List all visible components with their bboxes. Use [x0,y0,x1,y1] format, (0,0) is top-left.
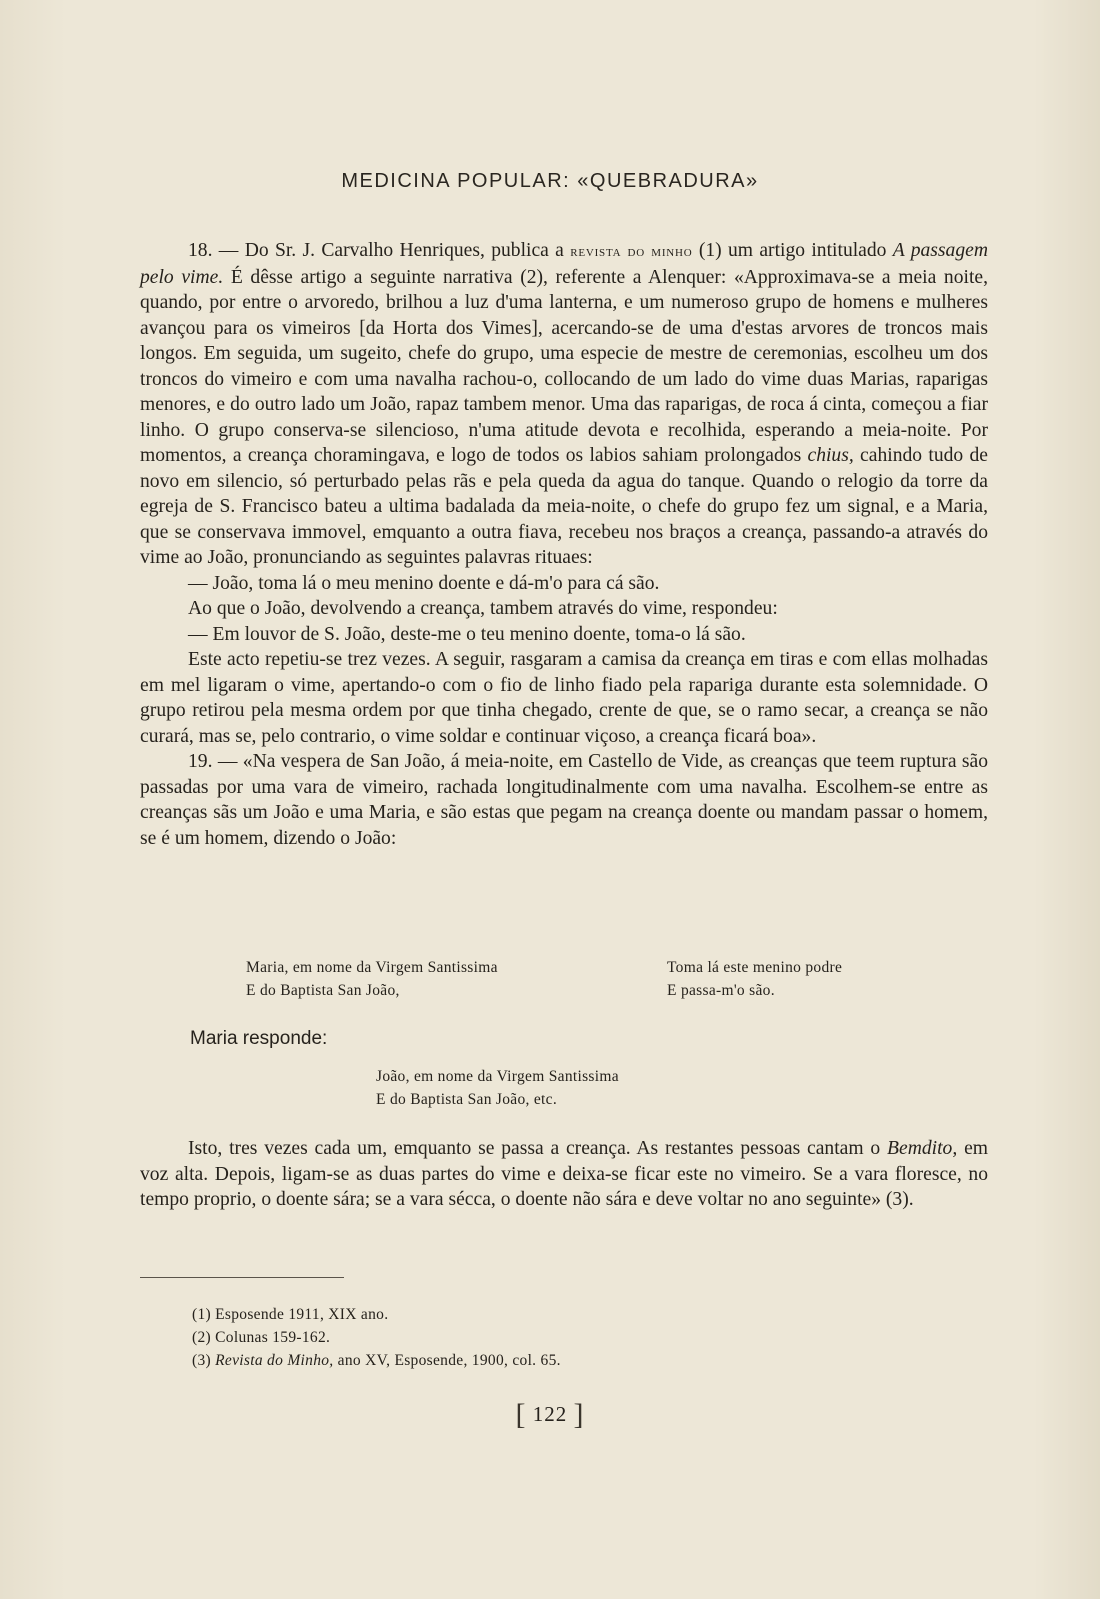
response-label: Maria responde: [190,1028,328,1049]
chius-word: chius, [807,445,854,466]
bemdito-word: Bemdito, [887,1138,958,1159]
page-title: MEDICINA POPULAR: «QUEBRADURA» [341,170,759,192]
response-verse [376,1065,619,1111]
verse-line: João, em nome da Virgem Santissima [376,1068,619,1085]
verse-line: Maria, em nome da Virgem Santissima [246,959,498,976]
journal-name: revista do minho [570,243,693,260]
paragraph-18: 18. — Do Sr. J. Carvalho Henriques, publica a revista do minho (1) um artigo intitulado A passagem pelo vime. É dêsse artigo a seguinte narrativa (2), referente a Alenquer: «Approximava-se a meia noite, quando, por entre o arvoredo, brilhou a luz d'uma lanterna, e um numeroso grupo de homens e mulheres avançou para os vimeiros [da Horta dos Vimes], acercando-se de uma d'estas arvores de troncos mais longos. Em seguida, um sugeito, chefe do grupo, uma especie de mestre de ceremonias, escolheu um dos troncos do vimeiro e com uma navalha rachou-o, collocando de um lado do vime duas Marias, raparigas menores, e do outro lado um João, rapaz tambem menor. Uma das raparigas, de roca á cinta, começou a fiar linho. O grupo conserva-se silencioso, n'uma atitude devota e recolhida, esperando a meia-noite. Por momentos, a creança choramingava, e logo de todos os labios sahiam prolongados chius, cahindo tudo de novo em silencio, só perturbado pelas rãs e pela queda da agua do tanque. Quando o relogio da torre da egreja de S. Francisco bateu a ultima badalada da meia-noite, o chefe do grupo fez um signal, e a Maria, que se conservava immovel, emquanto a outra fiava, recebeu nos braços a creança, passando-a através do vime ao João, pronunciando as seguintes palavras rituaes: [140,240,988,568]
footnote-divider [140,1277,344,1278]
footnote-1: (1) Esposende 1911, XIX ano. [192,1306,389,1323]
footnote-2: (2) Colunas 159-162. [192,1329,331,1346]
footnote-3: (3) Revista do Minho, ano XV, Esposende, 1900, col. 65. [192,1352,561,1369]
left-bracket-icon: [ [515,1398,527,1431]
dialogue-response: — Em louvor de S. João, deste-me o teu menino doente, toma-o lá são. [188,623,746,645]
verse-left [246,956,498,1002]
verse-line: Toma lá este menino podre [667,959,843,976]
article-title: A passagem pelo vime. [140,240,988,288]
footnotes [192,1303,561,1372]
paragraph-19: 19. — «Na vespera de San João, á meia-noite, em Castello de Vide, as creanças que teem ruptura são passadas por uma vara de vimeiro, rachada longitudinalmente com uma navalha. Escolhem-se entre as creanças sãs um João e uma Maria, e são estas que pegam na creança doente ou mandam passar o homem, se é um homem, dizendo o João: [140,751,988,849]
article-body [140,238,988,851]
verse-line: E do Baptista San João, [246,982,400,999]
dialogue-joao: — João, toma lá o meu menino doente e dá-m'o para cá são. [188,572,660,594]
paragraph-ritual: Este acto repetiu-se trez vezes. A seguir, rasgaram a camisa da creança em tiras e com ellas molhadas em mel ligaram o vime, apertando-o com o fio de linho fiado pela rapariga durante esta solemnidade. O grupo retirou pela mesma ordem por que tinha chegado, crente de que, se o ramo secar, a creança se não curará, mas se, pelo contrario, o vime soldar e continuar viçoso, a creança ficará boa». [140,649,988,747]
right-bracket-icon: ] [573,1398,585,1431]
closing-paragraph: Isto, tres vezes cada um, emquanto se passa a creança. As restantes pessoas cantam o Bemdito, em voz alta. Depois, ligam-se as duas partes do vime e deixa-se ficar este no vimeiro. Se a vara floresce, no tempo proprio, o doente sára; se a vara sécca, o doente não sára e deve voltar no ano seguinte» (3). [140,1138,989,1210]
paragraph-reply: Ao que o João, devolvendo a creança, tambem através do vime, respondeu: [188,598,778,619]
verse-line: E passa-m'o são. [667,982,775,999]
verse-line: E do Baptista San João, etc. [376,1091,558,1108]
page-number: [ 122 ] [515,1398,585,1431]
verse-right [667,956,842,1002]
